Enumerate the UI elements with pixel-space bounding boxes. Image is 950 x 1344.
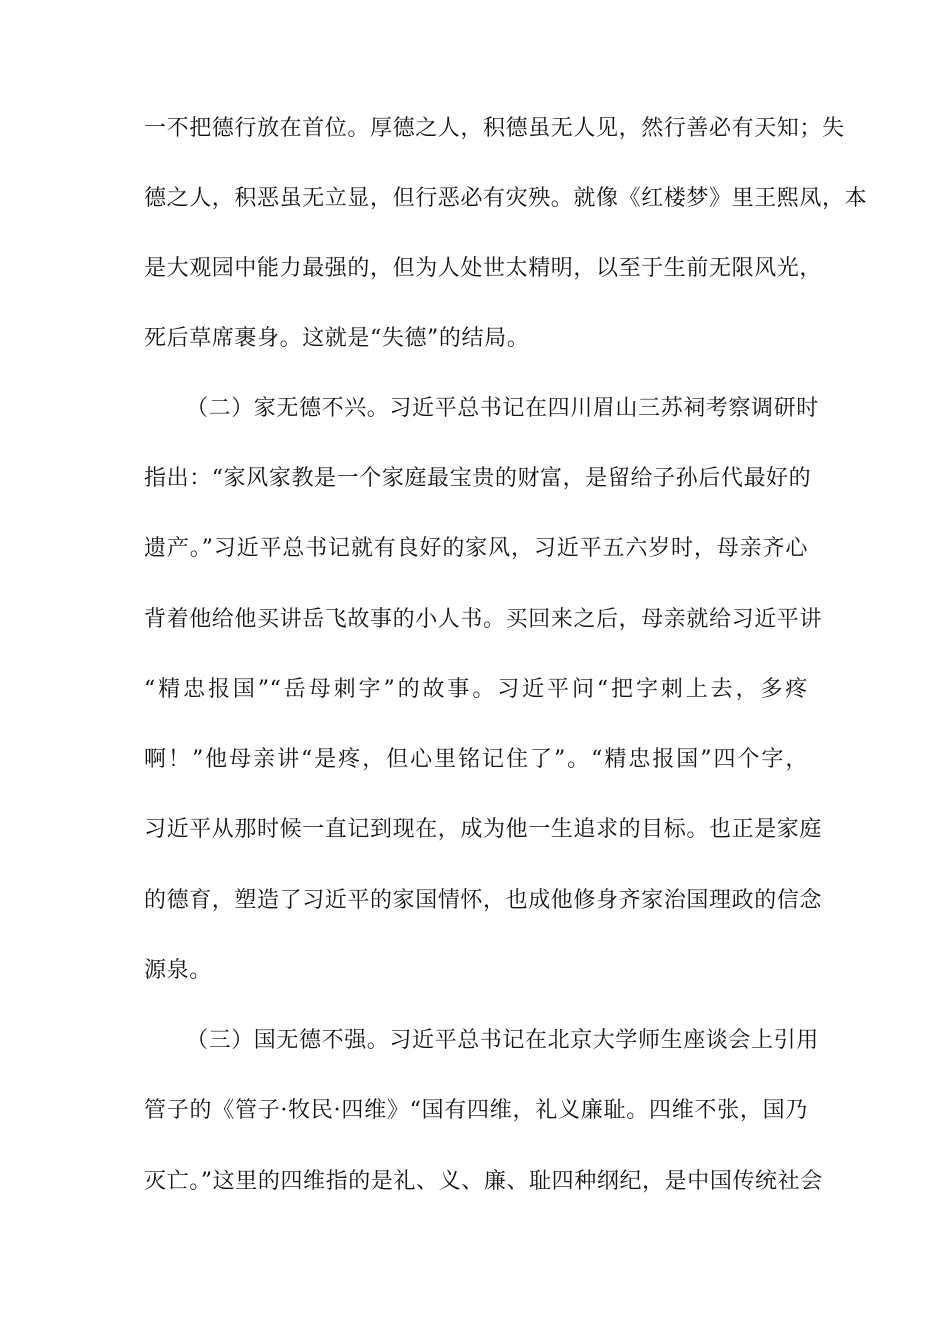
text-line-12: 的德育，塑造了习近平的家国情怀，也成他修身齐家治国理政的信念 [144, 888, 823, 913]
text-line-1: 一不把德行放在首位。厚德之人，积德虽无人见，然行善必有天知；失 [144, 116, 845, 141]
text-line-10: 啊！”他母亲讲“是疼，但心里铭记住了”。“精忠报国”四个字， [144, 747, 808, 772]
text-line-4: 死后草席裹身。这就是“失德”的结局。 [144, 326, 530, 351]
text-line-6: 指出：“家风家教是一个家庭最宝贵的财富，是留给子孙后代最好的 [144, 466, 812, 491]
text-line-9: “精忠报国”“岳母刺字”的故事。习近平问“把字刺上去，多疼 [144, 677, 808, 702]
section-heading-2: （二）家无德不兴。习近平总书记在四川眉山三苏祠考察调研时 [186, 396, 819, 421]
text-line-3: 是大观园中能力最强的，但为人处世太精明，以至于生前无限风光， [144, 256, 823, 281]
text-line-8: 背着他给他买讲岳飞故事的小人书。买回来之后，母亲就给习近平讲 [144, 607, 823, 632]
text-line-2: 德之人，积恶虽无立显，但行恶必有灾殃。就像《红楼梦》里王熙凤，本 [144, 186, 868, 211]
section-heading-3: （三）国无德不强。习近平总书记在北京大学师生座谈会上引用 [186, 1028, 819, 1053]
text-line-16: 灭亡。”这里的四维指的是礼、义、廉、耻四种纲纪，是中国传统社会 [144, 1169, 823, 1194]
text-line-11: 习近平从那时候一直记到现在，成为他一生追求的目标。也正是家庭 [144, 817, 823, 842]
text-line-7: 遗产。”习近平总书记就有良好的家风，习近平五六岁时，母亲齐心 [144, 536, 808, 561]
text-line-13: 源泉。 [144, 958, 212, 983]
text-line-15: 管子的《管子·牧民·四维》“国有四维，礼义廉耻。四维不张，国乃 [144, 1098, 808, 1123]
